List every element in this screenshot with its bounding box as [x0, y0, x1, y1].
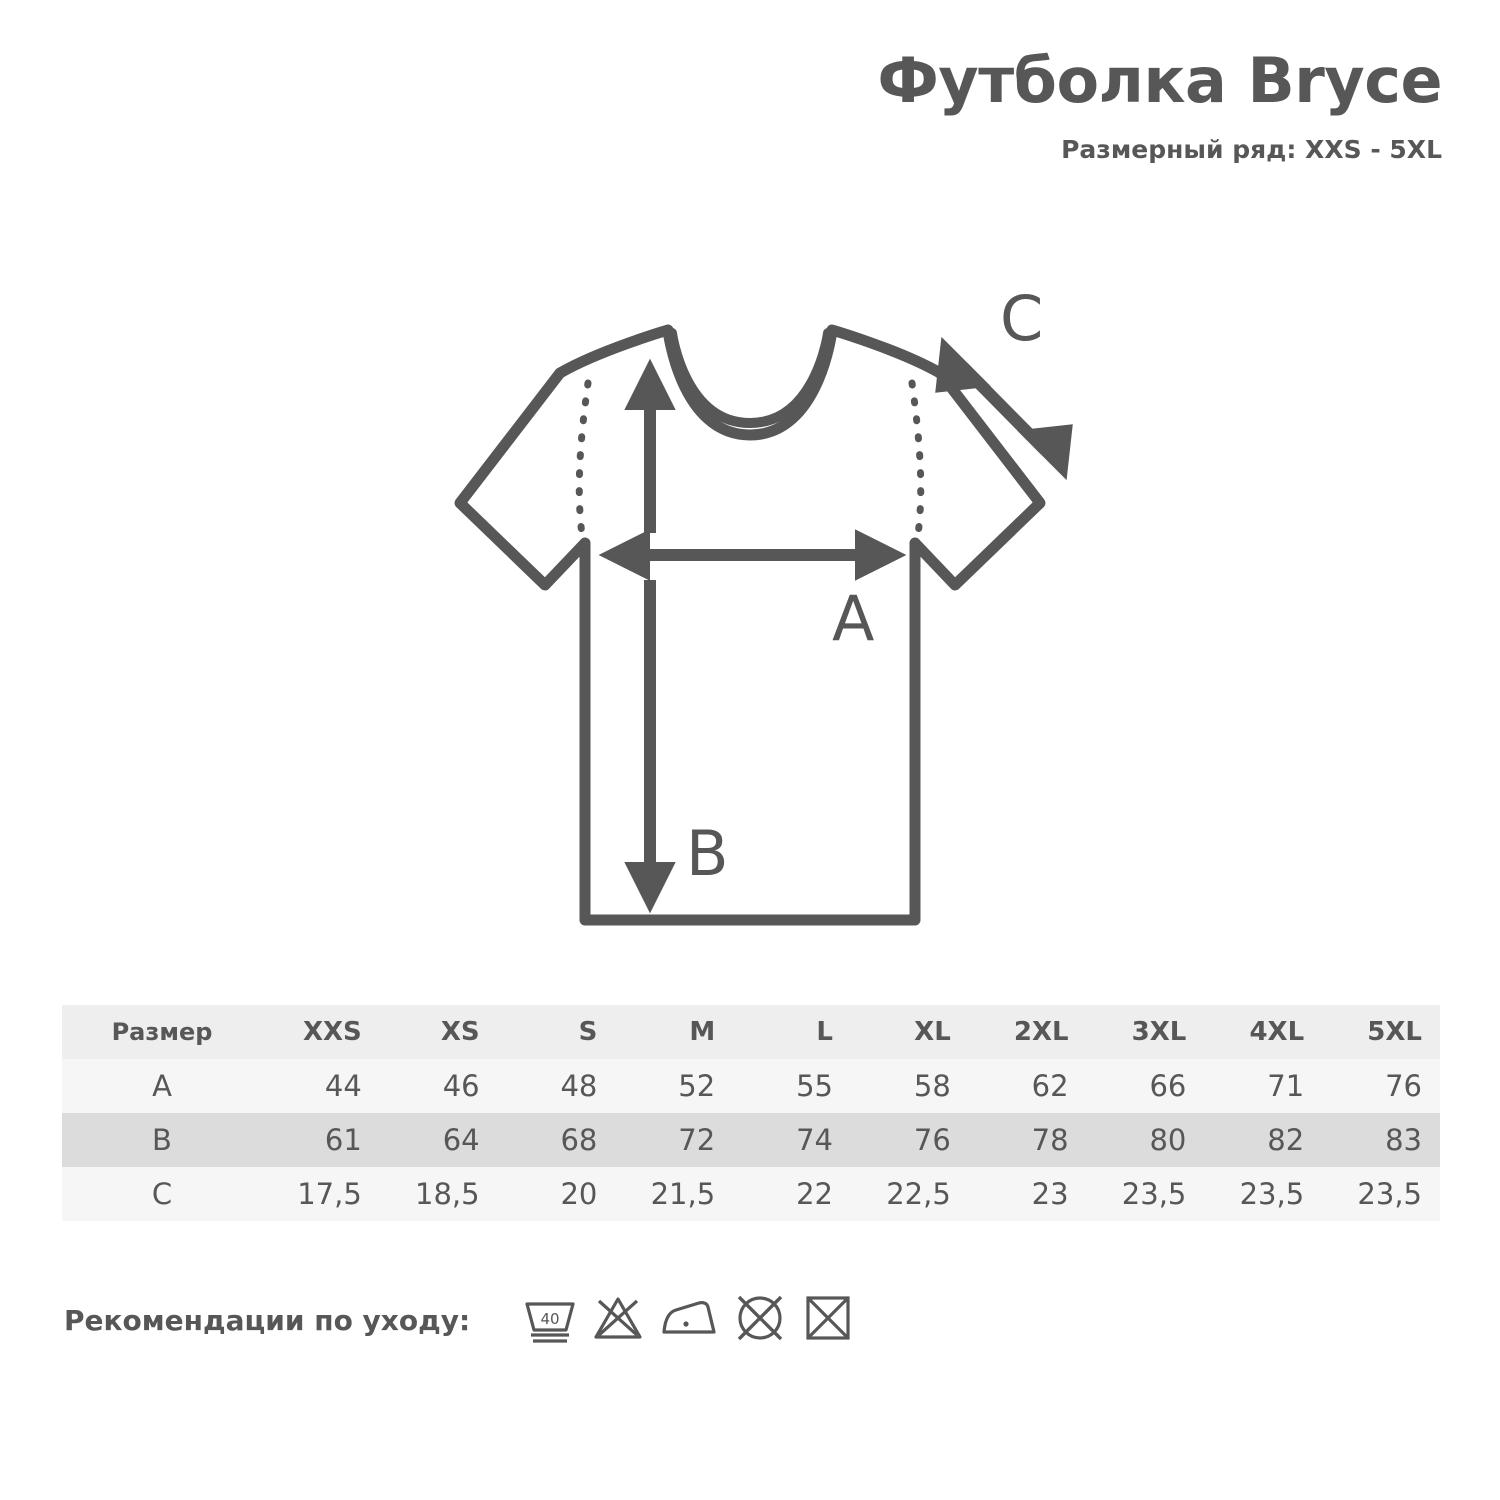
cell-c-xs: 18,5	[415, 1177, 480, 1211]
cell-c-s: 20	[560, 1177, 598, 1211]
cell-b-m: 72	[678, 1123, 716, 1157]
svg-text:40: 40	[540, 1310, 560, 1328]
cell-a-xl: 58	[913, 1069, 951, 1103]
cell-c-m: 21,5	[650, 1177, 716, 1211]
table-header-s: S	[578, 1017, 598, 1047]
do-not-dry-clean-icon	[732, 1290, 788, 1350]
cell-b-l: 74	[796, 1123, 833, 1157]
cell-c-2xl: 23	[1031, 1177, 1069, 1211]
care-label: Рекомендации по уходу:	[64, 1303, 471, 1337]
cell-c-xl: 22,5	[886, 1177, 951, 1211]
do-not-tumble-dry-icon	[800, 1290, 856, 1350]
table-header-xs: XS	[440, 1017, 480, 1047]
cell-a-xs: 46	[442, 1069, 480, 1103]
cell-a-l: 55	[796, 1069, 833, 1103]
header	[877, 44, 1442, 165]
cell-b-xl: 76	[913, 1123, 951, 1157]
table-header-5xl: 5XL	[1367, 1017, 1422, 1047]
table-header-size: Размер	[111, 1018, 213, 1046]
table-header-2xl: 2XL	[1013, 1017, 1069, 1047]
cell-b-xxs: 61	[324, 1123, 362, 1157]
cell-c-5xl: 23,5	[1357, 1177, 1422, 1211]
page-title: Футболка Bryce	[877, 44, 1442, 117]
cell-c-xxs: 17,5	[297, 1177, 362, 1211]
cell-b-2xl: 78	[1031, 1123, 1069, 1157]
table-header-3xl: 3XL	[1131, 1017, 1187, 1047]
label-a: A	[832, 582, 875, 655]
table-header-4xl: 4XL	[1249, 1017, 1305, 1047]
table-header-xxs: XXS	[302, 1017, 362, 1047]
row-label-c: C	[151, 1177, 173, 1211]
table-row	[62, 1113, 1440, 1167]
table-header-xl: XL	[914, 1017, 951, 1047]
size-range-subtitle: Размерный ряд: XXS - 5XL	[1061, 135, 1442, 165]
iron-low-icon	[658, 1290, 720, 1350]
table-header-row	[62, 1005, 1440, 1059]
table-row	[62, 1059, 1440, 1113]
wash-40-icon	[522, 1290, 578, 1350]
cell-b-xs: 64	[442, 1123, 480, 1157]
table-row	[62, 1167, 1440, 1221]
size-table-container	[62, 1005, 1440, 1221]
table-header-l: L	[816, 1017, 833, 1047]
cell-a-m: 52	[678, 1069, 716, 1103]
cell-a-4xl: 71	[1267, 1069, 1305, 1103]
table-header-m: M	[689, 1017, 716, 1047]
do-not-bleach-icon	[590, 1290, 646, 1350]
cell-a-5xl: 76	[1385, 1069, 1422, 1103]
cell-a-3xl: 66	[1149, 1069, 1187, 1103]
cell-a-s: 48	[560, 1069, 598, 1103]
row-label-a: A	[152, 1069, 172, 1103]
cell-b-3xl: 80	[1149, 1123, 1187, 1157]
cell-a-2xl: 62	[1031, 1069, 1069, 1103]
size-table	[62, 1005, 1440, 1221]
cell-b-4xl: 82	[1267, 1123, 1305, 1157]
cell-c-4xl: 23,5	[1239, 1177, 1305, 1211]
row-label-b: B	[152, 1123, 172, 1157]
cell-b-5xl: 83	[1385, 1123, 1422, 1157]
label-b: B	[686, 817, 729, 890]
care-instructions	[64, 1290, 856, 1350]
cell-a-xxs: 44	[324, 1069, 362, 1103]
cell-c-3xl: 23,5	[1121, 1177, 1187, 1211]
cell-c-l: 22	[796, 1177, 833, 1211]
label-c: C	[1000, 282, 1044, 355]
care-icon-group	[522, 1290, 856, 1350]
cell-b-s: 68	[560, 1123, 598, 1157]
tshirt-diagram	[0, 255, 1500, 955]
